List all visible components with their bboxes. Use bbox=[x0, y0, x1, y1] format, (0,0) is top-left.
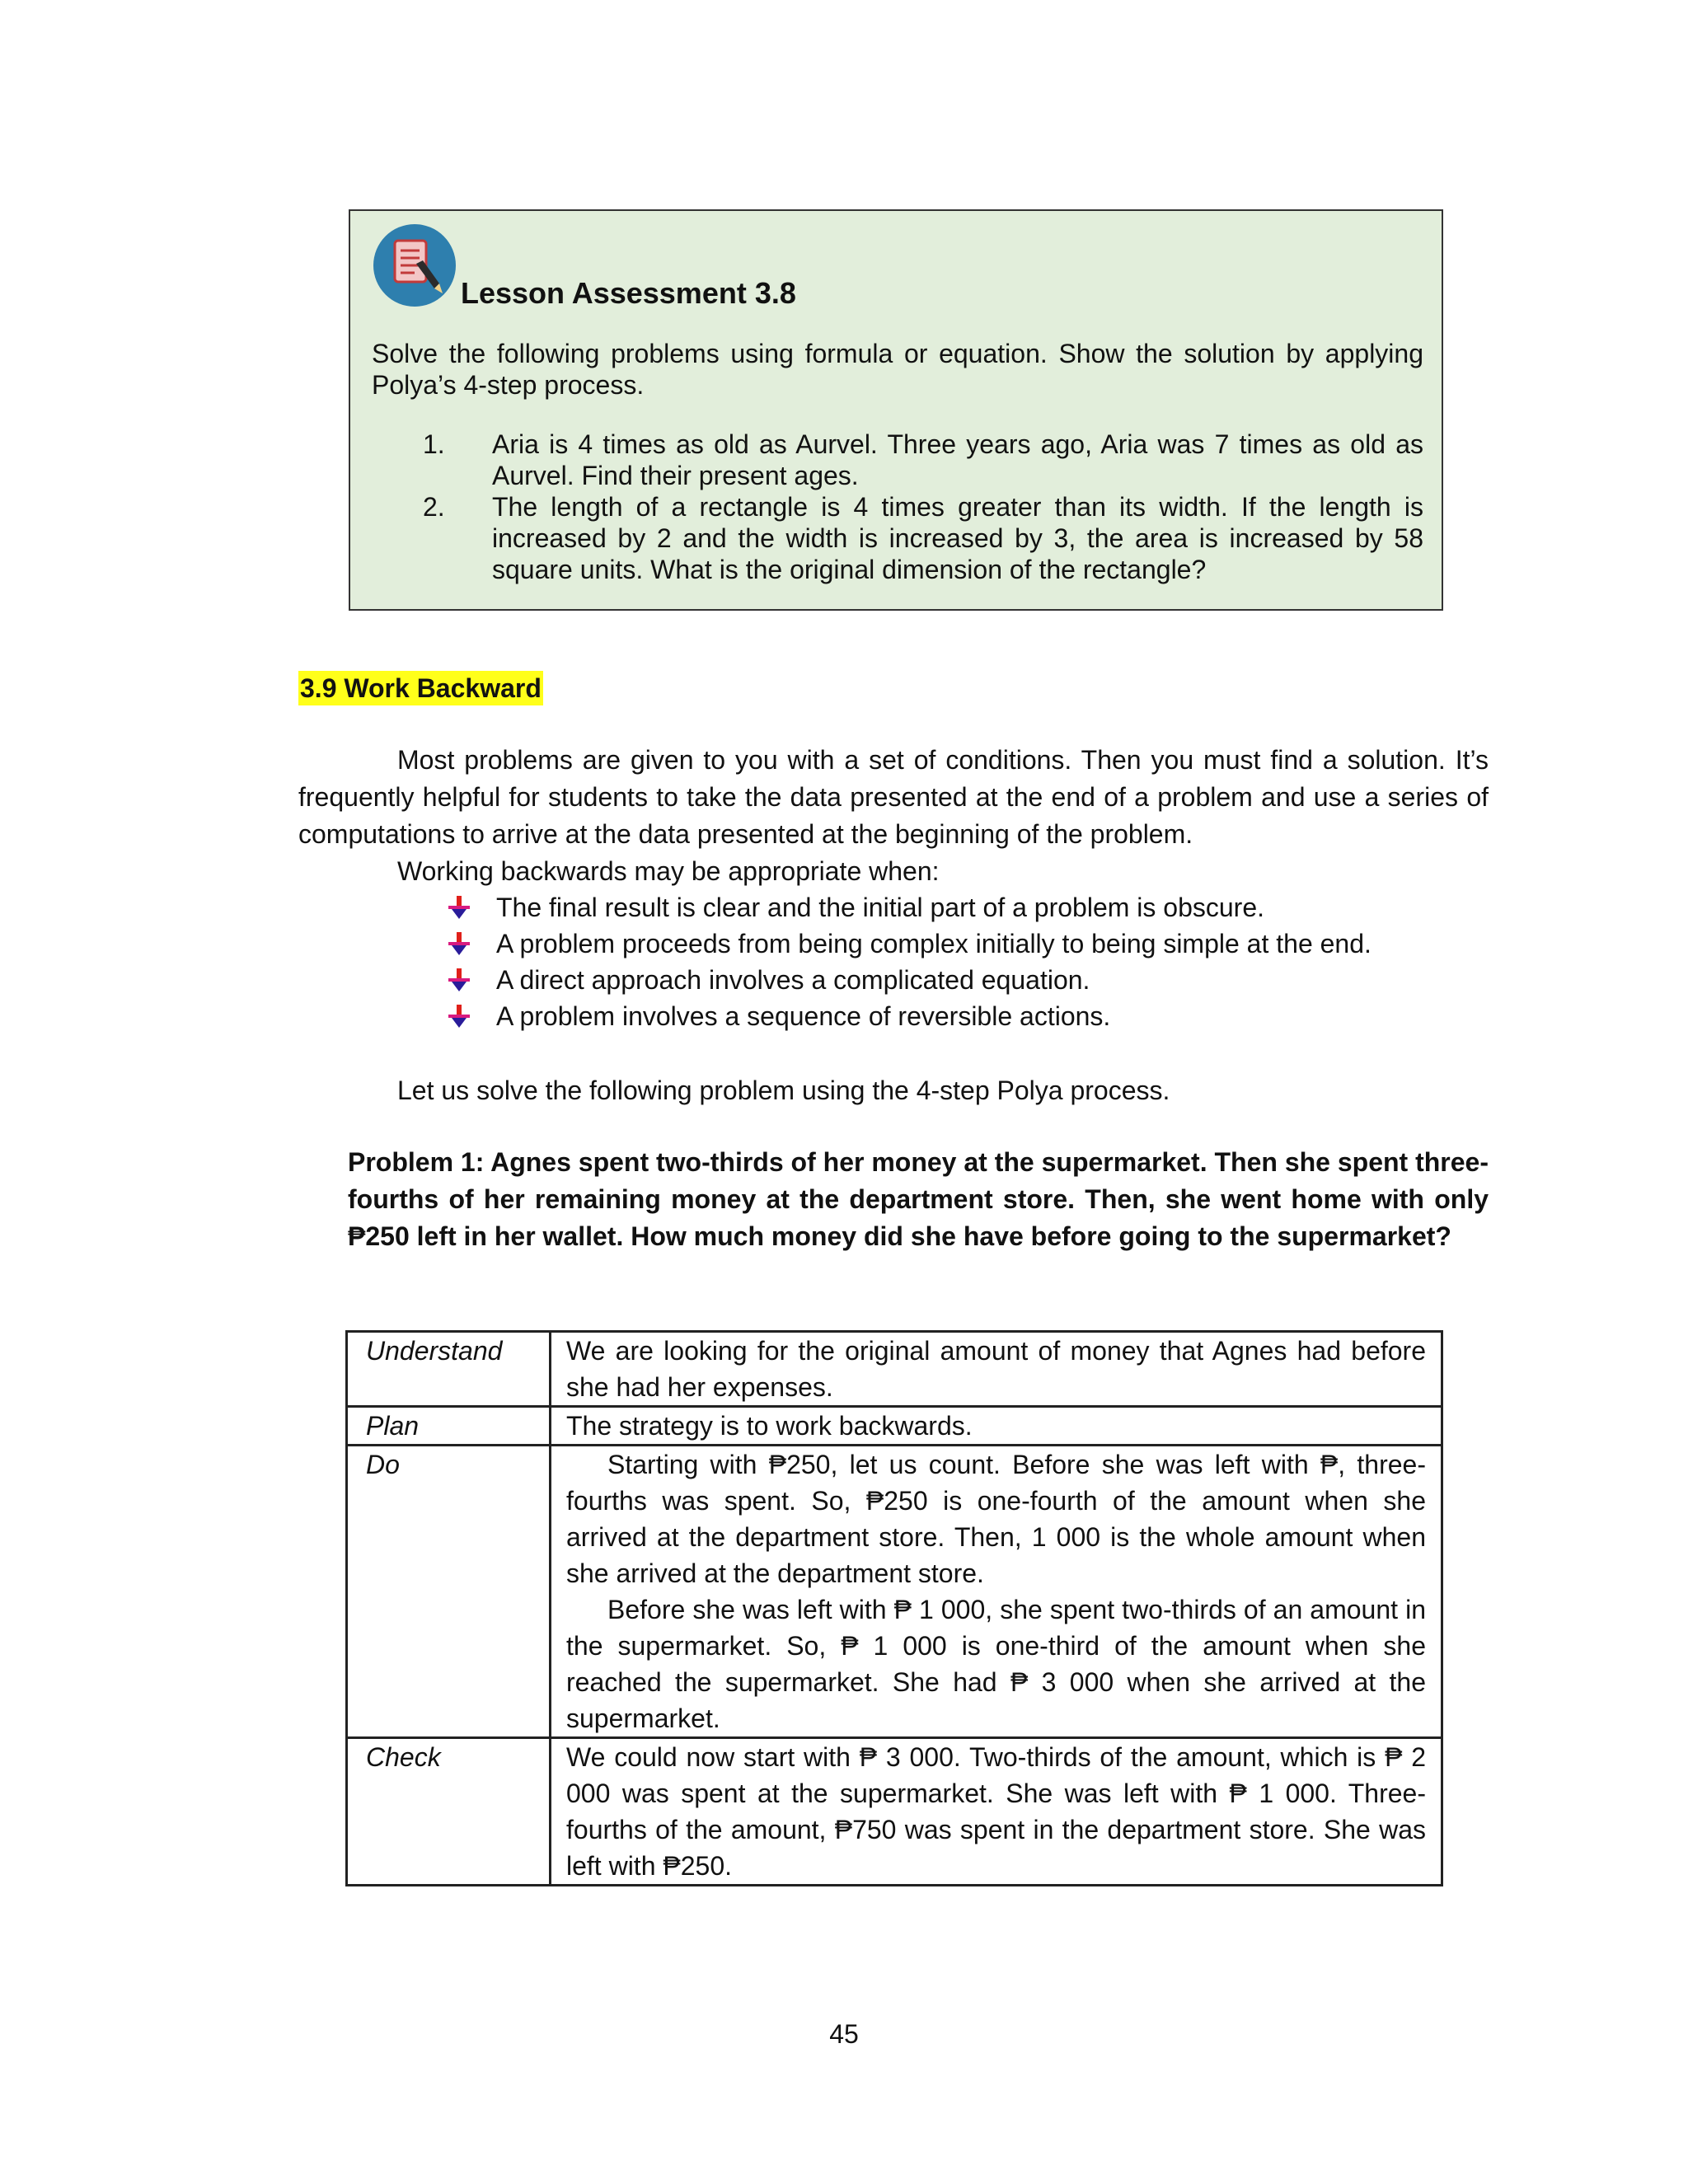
bullet-text: A direct approach involves a complicated equation. bbox=[496, 965, 1090, 995]
assessment-intro: Solve the following problems using formula or equation. Show the solution by applying Polya’s 4-step process. bbox=[372, 339, 1423, 400]
step-text bbox=[551, 1446, 1442, 1738]
step-paragraph: We are looking for the original amount of money that Agnes had before she had her expenses. bbox=[566, 1336, 1426, 1402]
step-paragraph: Starting with ₱250, let us count. Before she was left with ₱, three-fourths was spent. So, ₱250 is one-fourth of the amount when she arrived at the department store. Then, 1 000 is the whole amount when she arrived at the department store. bbox=[566, 1450, 1426, 1588]
step-label: Do bbox=[347, 1446, 551, 1738]
assessment-item bbox=[372, 429, 1423, 491]
arrow-bullet-icon bbox=[448, 968, 470, 991]
list-item bbox=[445, 998, 1372, 1034]
table-row bbox=[347, 1738, 1442, 1886]
problem-statement: Problem 1: Agnes spent two-thirds of her money at the supermarket. Then she spent three-fourths of her remaining money at the department store. Then, she went home with only ₱250 left in her wallet. How much money did she have before going to the supermarket? bbox=[348, 1147, 1489, 1251]
item-number: 2. bbox=[423, 492, 445, 522]
arrow-bullet-icon bbox=[448, 932, 470, 955]
table-row bbox=[347, 1332, 1442, 1407]
bullets-lead: Working backwards may be appropriate when: bbox=[397, 856, 940, 886]
bullet-text: The final result is clear and the initial part of a problem is obscure. bbox=[496, 893, 1265, 922]
list-item bbox=[445, 926, 1372, 962]
lesson-assessment-box bbox=[349, 209, 1443, 611]
list-item bbox=[445, 962, 1372, 998]
item-text: Aria is 4 times as old as Aurvel. Three years ago, Aria was 7 times as old as Aurvel. Find their present ages. bbox=[492, 429, 1423, 490]
polya-table bbox=[345, 1330, 1443, 1886]
arrow-bullet-icon bbox=[448, 1005, 470, 1028]
assessment-title: Lesson Assessment 3.8 bbox=[461, 276, 796, 310]
assessment-list bbox=[372, 429, 1423, 585]
intro-paragraph: Most problems are given to you with a set of conditions. Then you must find a solution. It’s frequently helpful for students to take the data presented at the end of a problem and use a series of computations to arrive at the data presented at the beginning of the problem. bbox=[298, 745, 1489, 849]
step-paragraph: We could now start with ₱ 3 000. Two-thirds of the amount, which is ₱ 2 000 was spent at the supermarket. She was left with ₱ 1 000. Three-fourths of the amount, ₱750 was spent in the department store. She was left with ₱250. bbox=[566, 1742, 1426, 1881]
arrow-bullet-icon bbox=[448, 896, 470, 919]
item-number: 1. bbox=[423, 429, 445, 459]
step-label: Understand bbox=[347, 1332, 551, 1407]
assessment-item bbox=[372, 491, 1423, 585]
step-label: Plan bbox=[347, 1407, 551, 1446]
notepad-pencil-icon bbox=[372, 223, 457, 308]
item-text: The length of a rectangle is 4 times greater than its width. If the length is increased by 2 and the width is increased by 3, the area is increased by 58 square units. What is the original dimension of the rectangle? bbox=[492, 492, 1423, 584]
letus-line: Let us solve the following problem using the 4-step Polya process. bbox=[397, 1076, 1170, 1105]
section-heading: 3.9 Work Backward bbox=[298, 671, 543, 705]
bullet-text: A problem proceeds from being complex initially to being simple at the end. bbox=[496, 929, 1372, 958]
step-paragraph: Before she was left with ₱ 1 000, she spent two-thirds of an amount in the supermarket. So, ₱ 1 000 is one-third of the amount when she reached the supermarket. She had ₱ 3 000 when she arrived at the supermarket. bbox=[566, 1595, 1426, 1733]
step-text bbox=[551, 1407, 1442, 1446]
list-item bbox=[445, 889, 1372, 926]
table-row bbox=[347, 1407, 1442, 1446]
step-text bbox=[551, 1332, 1442, 1407]
step-paragraph: The strategy is to work backwards. bbox=[566, 1411, 973, 1441]
step-label: Check bbox=[347, 1738, 551, 1886]
page-number: 45 bbox=[829, 2019, 859, 2049]
step-text bbox=[551, 1738, 1442, 1886]
bullet-text: A problem involves a sequence of reversible actions. bbox=[496, 1001, 1111, 1031]
bullet-list bbox=[445, 889, 1372, 1034]
table-row bbox=[347, 1446, 1442, 1738]
